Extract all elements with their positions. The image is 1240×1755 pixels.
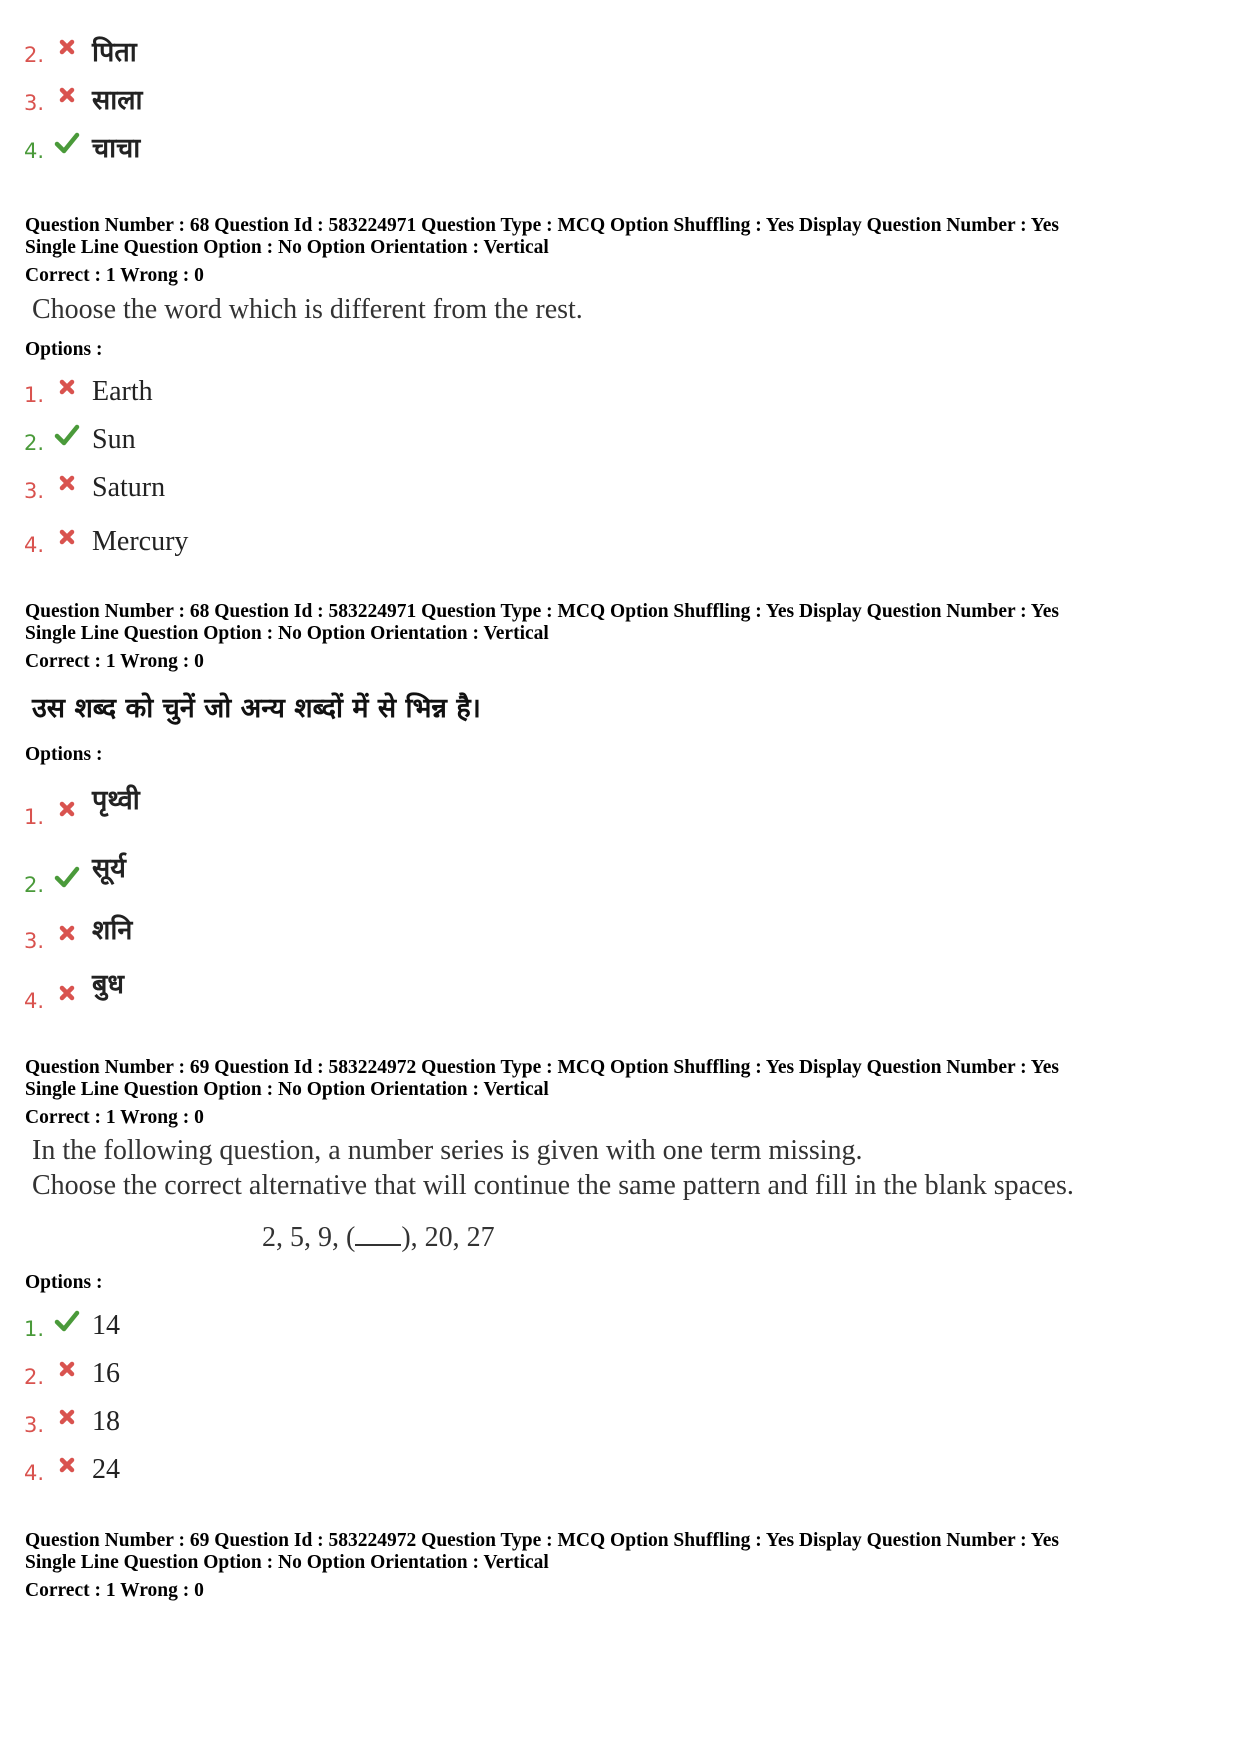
option-text: पृथ्वी xyxy=(92,785,140,816)
series-end: ), 20, 27 xyxy=(401,1222,495,1253)
option-number: 4. xyxy=(24,989,45,1013)
options-label: Options : xyxy=(25,339,103,360)
option-mark xyxy=(54,796,80,826)
check-icon xyxy=(54,130,80,156)
options-label: Options : xyxy=(25,1272,103,1293)
option-text: बुध xyxy=(92,969,125,1000)
series-start: 2, 5, 9, ( xyxy=(262,1222,356,1253)
option-mark xyxy=(54,920,80,950)
option-text: सूर्य xyxy=(92,853,126,884)
option-text: 18 xyxy=(92,1406,120,1437)
cross-icon xyxy=(54,470,80,496)
question-meta xyxy=(25,1530,1225,1602)
option-mark xyxy=(54,470,80,500)
option-number: 4. xyxy=(24,139,45,163)
question-meta xyxy=(25,1057,1225,1129)
option-number: 2. xyxy=(24,431,45,455)
option-text: चाचा xyxy=(92,133,141,164)
meta-line: Question Number : 69 Question Id : 583224972 Question Type : MCQ Option Shuffling : Yes Display Question Number : Yes xyxy=(25,1530,1059,1551)
question-meta xyxy=(25,215,1225,287)
option-text: पिता xyxy=(92,37,137,68)
cross-icon xyxy=(54,920,80,946)
meta-line: Single Line Question Option : No Option Orientation : Vertical xyxy=(25,622,549,644)
option-text: Mercury xyxy=(92,526,189,557)
check-icon xyxy=(54,864,80,890)
meta-line: Question Number : 68 Question Id : 583224971 Question Type : MCQ Option Shuffling : Yes Display Question Number : Yes xyxy=(25,601,1059,622)
option-mark xyxy=(54,82,80,112)
option-text: 16 xyxy=(92,1358,120,1389)
option-mark xyxy=(54,1356,80,1386)
option-number: 3. xyxy=(24,479,45,503)
option-mark xyxy=(54,374,80,404)
meta-line: Single Line Question Option : No Option Orientation : Vertical xyxy=(25,1551,549,1573)
meta-line: Single Line Question Option : No Option Orientation : Vertical xyxy=(25,236,549,258)
number-series xyxy=(262,1222,495,1254)
option-mark xyxy=(54,34,80,64)
option-mark xyxy=(54,1452,80,1482)
cross-icon xyxy=(54,82,80,108)
option-mark xyxy=(54,422,80,452)
option-mark xyxy=(54,130,80,160)
question-text: In the following question, a number series is given with one term missing. xyxy=(32,1135,863,1166)
option-text: शनि xyxy=(92,915,133,946)
option-number: 1. xyxy=(24,805,45,829)
option-text: Sun xyxy=(92,424,136,455)
cross-icon xyxy=(54,34,80,60)
marks-line: Correct : 1 Wrong : 0 xyxy=(25,1107,204,1128)
option-mark xyxy=(54,1404,80,1434)
marks-line: Correct : 1 Wrong : 0 xyxy=(25,1580,204,1601)
meta-line: Single Line Question Option : No Option Orientation : Vertical xyxy=(25,1078,549,1100)
cross-icon xyxy=(54,1356,80,1382)
option-text: Earth xyxy=(92,376,153,407)
option-text: 14 xyxy=(92,1310,120,1341)
option-number: 2. xyxy=(24,43,45,67)
option-mark xyxy=(54,524,80,554)
marks-line: Correct : 1 Wrong : 0 xyxy=(25,651,204,672)
option-number: 4. xyxy=(24,533,45,557)
options-label: Options : xyxy=(25,744,103,765)
option-mark xyxy=(54,1308,80,1338)
question-meta xyxy=(25,601,1225,673)
check-icon xyxy=(54,422,80,448)
option-number: 4. xyxy=(24,1461,45,1485)
option-number: 2. xyxy=(24,1365,45,1389)
meta-line: Question Number : 69 Question Id : 583224972 Question Type : MCQ Option Shuffling : Yes Display Question Number : Yes xyxy=(25,1057,1059,1078)
option-number: 3. xyxy=(24,1413,45,1437)
question-text: उस शब्द को चुनें जो अन्य शब्दों में से भिन्न है। xyxy=(32,693,481,724)
cross-icon xyxy=(54,1452,80,1478)
option-number: 2. xyxy=(24,873,45,897)
option-number: 3. xyxy=(24,929,45,953)
cross-icon xyxy=(54,1404,80,1430)
question-text: Choose the word which is different from the rest. xyxy=(32,294,583,325)
check-icon xyxy=(54,1308,80,1334)
option-text: साला xyxy=(92,85,143,116)
meta-line: Question Number : 68 Question Id : 583224971 Question Type : MCQ Option Shuffling : Yes Display Question Number : Yes xyxy=(25,215,1059,236)
cross-icon xyxy=(54,980,80,1006)
question-text: Choose the correct alternative that will continue the same pattern and fill in the blank spaces. xyxy=(32,1170,1074,1201)
series-blank xyxy=(355,1222,401,1246)
option-mark xyxy=(54,864,80,894)
option-text: Saturn xyxy=(92,472,166,503)
option-mark xyxy=(54,980,80,1010)
cross-icon xyxy=(54,374,80,400)
option-text: 24 xyxy=(92,1454,120,1485)
cross-icon xyxy=(54,524,80,550)
option-number: 1. xyxy=(24,1317,45,1341)
cross-icon xyxy=(54,796,80,822)
option-number: 1. xyxy=(24,383,45,407)
marks-line: Correct : 1 Wrong : 0 xyxy=(25,265,204,286)
option-number: 3. xyxy=(24,91,45,115)
